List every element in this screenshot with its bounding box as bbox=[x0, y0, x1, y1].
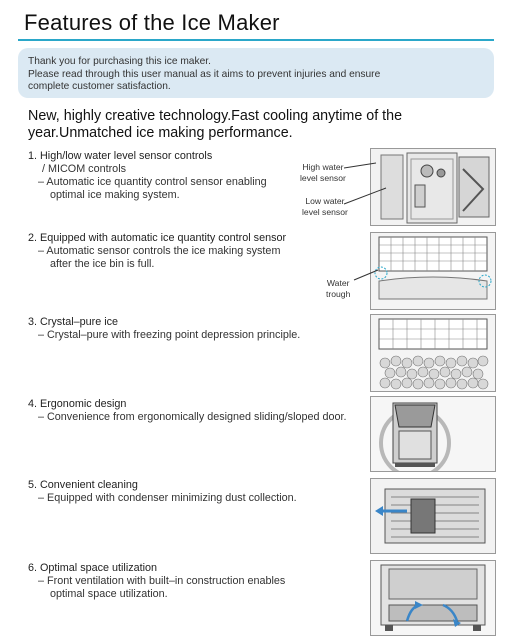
feature-heading-cont: / MICOM controls bbox=[42, 163, 126, 175]
intro-line: Please read through this user manual as it aims to prevent injuries and ensure bbox=[28, 68, 381, 80]
headline bbox=[28, 108, 468, 141]
feature-heading: 2. Equipped with automatic ice quantity control sensor bbox=[28, 232, 287, 244]
feature-desc: – Convenience from ergonomically designed sliding/sloped door. bbox=[38, 411, 347, 423]
condenser-illustration bbox=[370, 478, 496, 554]
pointer-lines bbox=[340, 150, 400, 220]
ventilation-illustration bbox=[370, 560, 496, 636]
feature-heading: 5. Convenient cleaning bbox=[28, 479, 138, 491]
feature-desc: – Front ventilation with built–in construction enables bbox=[38, 575, 286, 587]
feature-desc-cont: optimal ice making system. bbox=[50, 189, 180, 201]
feature-5 bbox=[28, 479, 297, 505]
feature-6 bbox=[28, 562, 285, 601]
title-divider bbox=[18, 39, 494, 41]
feature-desc-cont: after the ice bin is full. bbox=[50, 258, 155, 270]
feature-desc: – Automatic sensor controls the ice making system bbox=[38, 245, 281, 257]
feature-4 bbox=[28, 398, 347, 424]
headline-line: New, highly creative technology.Fast cooling anytime of the bbox=[28, 108, 403, 124]
intro-line: complete customer satisfaction. bbox=[28, 81, 171, 92]
ice-bin-illustration bbox=[370, 232, 496, 310]
ergonomic-door-illustration bbox=[370, 396, 496, 472]
feature-desc: – Equipped with condenser minimizing dust collection. bbox=[38, 492, 297, 504]
feature-heading: 6. Optimal space utilization bbox=[28, 562, 158, 574]
feature-2 bbox=[28, 232, 286, 271]
high-water-label: High water level sensor bbox=[300, 162, 346, 183]
feature-3 bbox=[28, 316, 300, 342]
feature-1 bbox=[28, 150, 267, 202]
trough-pointer bbox=[352, 266, 382, 286]
headline-line: year.Unmatched ice making performance. bbox=[28, 124, 293, 141]
feature-desc-cont: optimal space utilization. bbox=[50, 588, 168, 600]
intro-line: Thank you for purchasing this ice maker. bbox=[28, 56, 211, 67]
ice-cubes-illustration bbox=[370, 314, 496, 392]
page-title: Features of the Ice Maker bbox=[24, 10, 280, 35]
water-trough-label: Water trough bbox=[326, 278, 351, 299]
feature-desc: – Automatic ice quantity control sensor enabling bbox=[38, 176, 267, 188]
feature-heading: 4. Ergonomic design bbox=[28, 398, 127, 410]
feature-heading: 3. Crystal–pure ice bbox=[28, 316, 119, 328]
low-water-label: Low water level sensor bbox=[302, 196, 348, 217]
intro-box bbox=[18, 48, 494, 98]
feature-desc: – Crystal–pure with freezing point depression principle. bbox=[38, 329, 301, 341]
feature-heading: 1. High/low water level sensor controls bbox=[28, 150, 213, 162]
